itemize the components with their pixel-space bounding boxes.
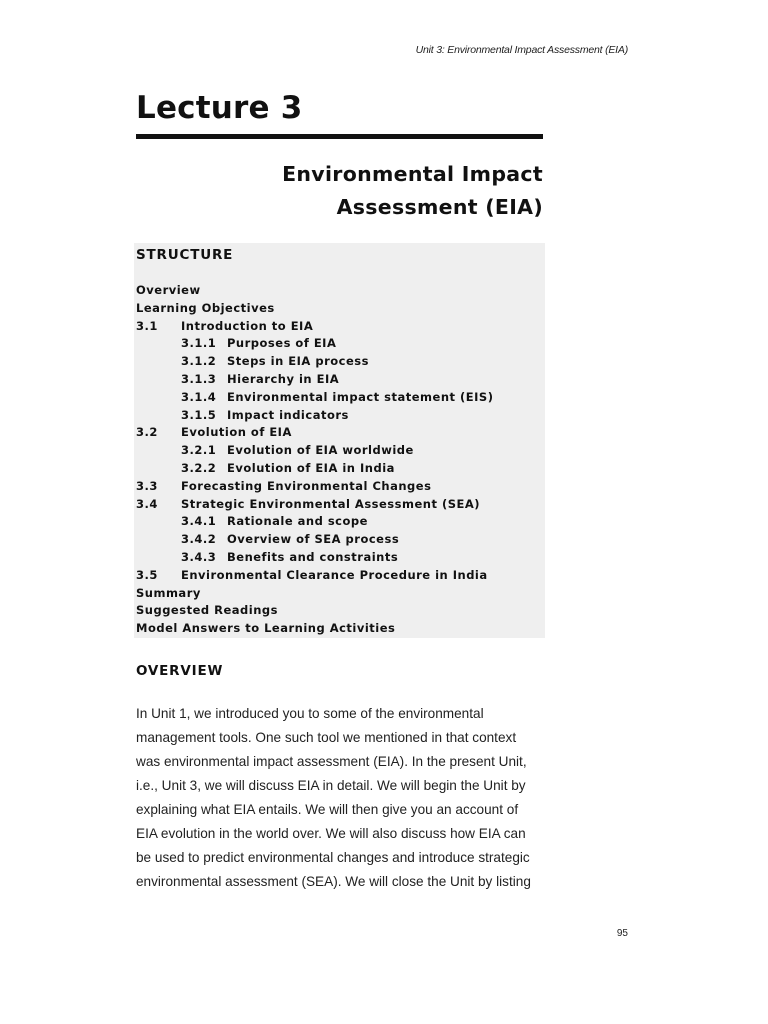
toc-item-title: Forecasting Environmental Changes: [181, 478, 432, 493]
toc-item-number: 3.2: [136, 425, 158, 440]
toc-item-number: 3.1.3: [181, 371, 217, 386]
structure-heading: STRUCTURE: [136, 247, 234, 263]
toc-item: [136, 531, 541, 549]
toc-item: [136, 442, 541, 460]
toc-item-number: 3.1.1: [181, 336, 217, 351]
overview-line: explaining what EIA entails. We will then give you an account of: [136, 802, 519, 817]
toc-item-title: Evolution of EIA in India: [227, 460, 395, 475]
lecture-title: Lecture 3: [136, 90, 303, 126]
toc-item-title: Environmental Clearance Procedure in India: [181, 567, 488, 582]
toc-item: [136, 567, 541, 585]
overview-line: EIA evolution in the world over. We will also discuss how EIA can: [136, 826, 526, 841]
overview-heading: OVERVIEW: [136, 663, 224, 679]
toc-item: [136, 318, 541, 336]
running-header: Unit 3: Environmental Impact Assessment (EIA): [415, 44, 628, 56]
toc-item-number: 3.4.1: [181, 514, 217, 529]
overview-line: i.e., Unit 3, we will discuss EIA in detail. We will begin the Unit by: [136, 778, 526, 793]
page-number: 95: [616, 928, 628, 939]
toc-item-title: Overview: [136, 283, 201, 297]
toc-item-title: Steps in EIA process: [227, 354, 369, 369]
toc-item-number: 3.2.2: [181, 460, 217, 475]
toc-item-title: Strategic Environmental Assessment (SEA): [181, 496, 481, 511]
chapter-title: [200, 158, 543, 224]
structure-list: [136, 282, 541, 638]
overview-line: In Unit 1, we introduced you to some of the environmental: [136, 706, 484, 721]
toc-item-number: 3.4.3: [181, 549, 217, 564]
toc-item: [136, 300, 541, 318]
toc-item-number: 3.2.1: [181, 443, 217, 458]
toc-item: [136, 513, 541, 531]
toc-item: [136, 620, 541, 638]
chapter-title-line-1: Environmental Impact: [282, 162, 543, 186]
toc-item-title: Summary: [136, 585, 201, 600]
title-rule: [136, 134, 543, 139]
toc-item-title: Purposes of EIA: [227, 336, 337, 351]
toc-item-number: 3.4.2: [181, 532, 217, 547]
toc-item-title: Hierarchy in EIA: [227, 371, 340, 386]
toc-item: [136, 353, 541, 371]
toc-item: [136, 460, 541, 478]
toc-item-title: Overview of SEA process: [227, 532, 400, 547]
toc-item: [136, 335, 541, 353]
toc-item-title: Environmental impact statement (EIS): [227, 389, 494, 404]
overview-line: environmental assessment (SEA). We will close the Unit by listing: [136, 874, 531, 889]
toc-item-number: 3.4: [136, 496, 158, 511]
toc-item-number: 3.1.5: [181, 407, 217, 422]
toc-item: [136, 407, 541, 425]
toc-item-number: 3.1: [136, 318, 158, 333]
toc-item-title: Introduction to EIA: [181, 318, 314, 333]
toc-item: [136, 496, 541, 514]
toc-item-number: 3.1.4: [181, 389, 217, 404]
toc-item: [136, 478, 541, 496]
toc-item: [136, 371, 541, 389]
toc-item: [136, 549, 541, 567]
overview-line: be used to predict environmental changes and introduce strategic: [136, 850, 530, 865]
toc-item-number: 3.1.2: [181, 354, 217, 369]
structure-box: [134, 243, 545, 638]
toc-item: [136, 424, 541, 442]
overview-line: management tools. One such tool we mentioned in that context: [136, 730, 517, 745]
overview-line: was environmental impact assessment (EIA). In the present Unit,: [136, 754, 527, 769]
overview-paragraph: [136, 702, 546, 894]
toc-item: [136, 389, 541, 407]
toc-item-title: Model Answers to Learning Activities: [136, 621, 396, 636]
toc-item-title: Learning Objectives: [136, 300, 275, 315]
toc-item: [136, 602, 541, 620]
toc-item-title: Evolution of EIA: [181, 425, 292, 440]
toc-item-title: Evolution of EIA worldwide: [227, 443, 414, 458]
toc-item-title: Benefits and constraints: [227, 549, 399, 564]
toc-item-title: Rationale and scope: [227, 514, 368, 529]
chapter-title-line-2: Assessment (EIA): [336, 195, 543, 219]
toc-item-title: Suggested Readings: [136, 603, 278, 618]
toc-item-title: Impact indicators: [227, 407, 349, 422]
toc-item: [136, 585, 541, 603]
toc-item-number: 3.3: [136, 478, 158, 493]
toc-item: [136, 282, 541, 300]
toc-item-number: 3.5: [136, 567, 158, 582]
